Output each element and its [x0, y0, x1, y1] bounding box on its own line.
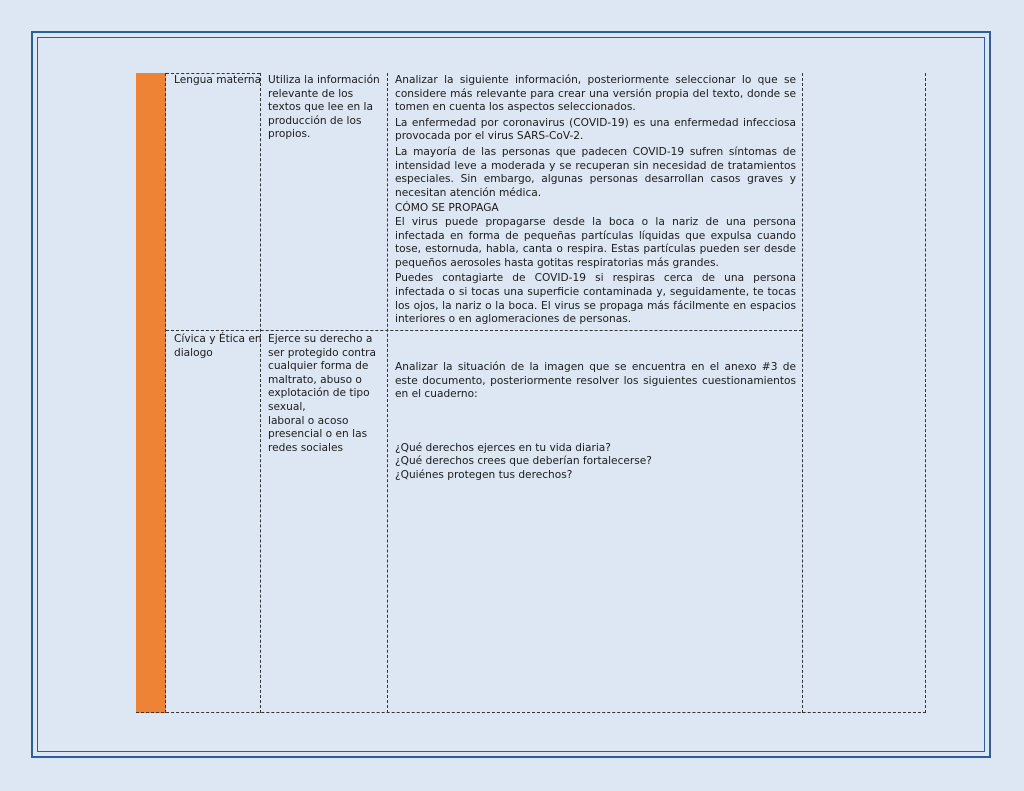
activity-cell — [395, 74, 796, 329]
activity-paragraph: El virus puede propagarse desde la boca o la nariz de una persona infectada en forma de pequeñas partículas líquidas que expulsa cuando tose, estornuda, habla, canta o respira. Estas partículas pueden ser desde pequeños aerosoles hasta gotitas respiratorias más grandes. — [395, 215, 796, 269]
column-divider — [387, 73, 388, 713]
question-item: ¿Qué derechos ejerces en tu vida diaria? — [395, 441, 611, 454]
row-divider — [136, 712, 926, 713]
subject-cell: Cívica y Ética en dialogo — [174, 333, 262, 359]
activity-instruction: Analizar la siguiente información, posteriormente seleccionar lo que se considere más relevante para crear una versión propia del texto, donde se tomen en cuenta los aspectos seleccionados. — [395, 74, 796, 114]
activity-instruction: Analizar la situación de la imagen que se encuentra en el anexo #3 de este documento, posteriormente resolver los siguientes cuestionamientos en el cuaderno: — [395, 361, 796, 401]
column-divider — [802, 73, 803, 713]
column-divider — [260, 73, 261, 713]
activity-paragraph: La mayoría de las personas que padecen COVID-19 sufren síntomas de intensidad leve a moderada y se recuperan sin necesidad de tratamientos especiales. Sin embargo, algunas personas desarrollan casos graves y necesitan atención médica. — [395, 145, 796, 199]
subject-cell: Lengua materna — [174, 74, 262, 86]
activity-paragraph: La enfermedad por coronavirus (COVID-19) es una enfermedad infecciosa provocada por el virus SARS-CoV-2. — [395, 116, 796, 143]
purpose-cell — [268, 333, 383, 455]
purpose-text: laboral o acoso presencial o en las redes sociales — [268, 414, 368, 454]
accent-column — [136, 73, 166, 713]
activity-cell — [395, 361, 796, 483]
lesson-table — [136, 73, 927, 713]
purpose-text: Ejerce su derecho a ser protegido contra cualquier forma de maltrato, abuso o explotación de tipo sexual, — [268, 333, 377, 413]
activity-heading: CÓMO SE PROPAGA — [395, 202, 499, 215]
activity-paragraph: Puedes contagiarte de COVID-19 si respiras cerca de una persona infectada o si tocas una superficie contaminada y, seguidamente, te tocas los ojos, la nariz o la boca. El virus se propaga más fácilmente en espacios interiores o en aglomeraciones de personas. — [395, 272, 796, 326]
question-item: ¿Qué derechos crees que deberían fortalecerse? — [395, 455, 652, 468]
column-divider — [925, 73, 926, 713]
row-divider — [166, 330, 802, 331]
question-item: ¿Quiénes protegen tus derechos? — [395, 468, 573, 481]
purpose-cell: Utiliza la información relevante de los textos que lee en la producción de los propios. — [268, 74, 380, 141]
